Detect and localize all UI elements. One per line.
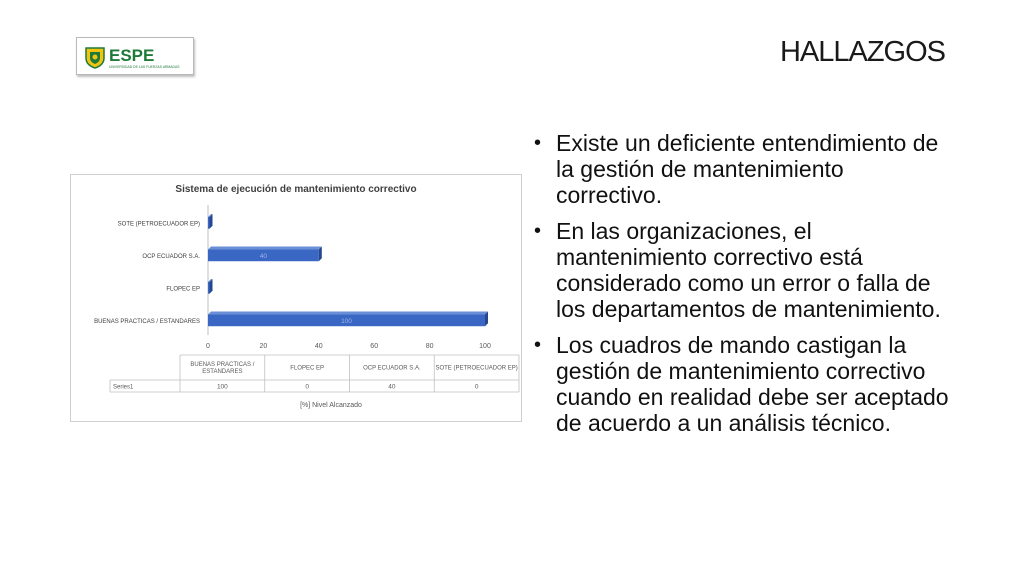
bullet-item: [534, 332, 954, 436]
chart-title: Sistema de ejecución de mantenimiento correctivo: [175, 184, 417, 195]
bar-value-label: 40: [259, 252, 268, 260]
table-header-line: FLOPEC EP: [290, 365, 324, 372]
table-header-cell: [363, 366, 421, 372]
bullet-text: En las organizaciones, el mantenimiento correctivo está considerado como un error o falla de los departamentos de mantenimiento.: [556, 218, 941, 322]
bullet-marker: •: [534, 220, 542, 242]
table-header-line: ESTANDARES: [202, 369, 243, 375]
x-tick-label: 40: [314, 343, 323, 350]
bullet-text: Existe un deficiente entendimiento de la gestión de mantenimiento correctivo.: [556, 130, 939, 208]
bar-top-face: [208, 312, 488, 315]
table-header-cell: [435, 366, 517, 372]
table-value-cell: 0: [474, 383, 479, 391]
category-label: OCP ECUADOR S.A.: [142, 253, 200, 260]
table-row-label: Series1: [113, 384, 134, 391]
table-value-cell: 40: [388, 383, 396, 391]
bar-front: [208, 217, 210, 229]
table-header-cell: [190, 362, 254, 375]
table-value-cell: 100: [216, 383, 228, 391]
bar-top-face: [208, 247, 322, 250]
bar-front: [208, 282, 210, 294]
bullet-marker: •: [534, 132, 542, 154]
bullet-marker: •: [534, 334, 542, 356]
espe-logo: [76, 37, 194, 75]
x-axis-label: [%] Nivel Alcanzado: [300, 402, 362, 409]
bullet-text: Los cuadros de mando castigan la gestión de mantenimiento correctivo cuando en realidad debe ser aceptado de acuerdo a un análisis técnico.: [556, 332, 949, 436]
logo-graphic: [77, 38, 193, 74]
bar-chart: [71, 175, 521, 421]
category-label: BUENAS PRACTICAS / ESTANDARES: [94, 318, 200, 325]
bullet-item: [534, 218, 954, 322]
chart-container: [70, 174, 522, 422]
x-tick-label: 100: [479, 343, 491, 350]
x-tick-label: 0: [206, 343, 210, 350]
x-tick-label: 80: [425, 343, 434, 350]
x-tick-label: 60: [370, 343, 379, 350]
bullet-list: [534, 130, 954, 446]
logo-tagline: UNIVERSIDAD DE LAS FUERZAS ARMADAS: [109, 65, 180, 69]
table-header-line: SOTE (PETROECUADOR EP): [435, 365, 518, 372]
slide-title: HALLAZGOS: [779, 36, 945, 68]
shield-icon: [86, 48, 104, 68]
bullet-item: [534, 130, 954, 208]
table-header-cell: [290, 366, 324, 372]
table-header-line: BUENAS PRACTICAS /: [190, 362, 255, 368]
category-label: FLOPEC EP: [166, 286, 200, 293]
x-tick-label: 20: [259, 343, 268, 350]
bar-value-label: 100: [341, 317, 352, 325]
table-value-cell: 0: [305, 383, 309, 391]
table-header-line: OCP ECUADOR S.A.: [363, 365, 421, 372]
category-label: SOTE (PETROECUADOR EP): [117, 221, 200, 228]
logo-text: ESPE: [109, 46, 155, 65]
